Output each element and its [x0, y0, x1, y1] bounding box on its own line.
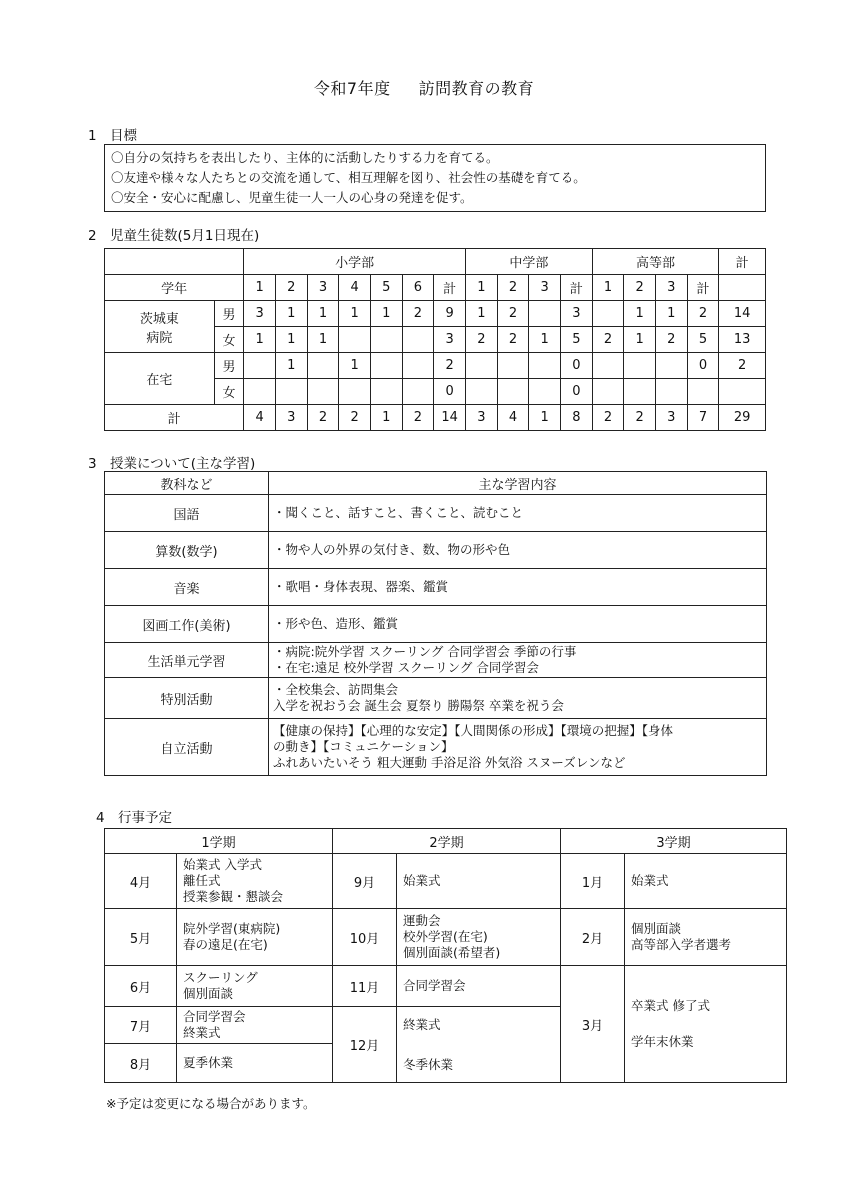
count-cell [624, 353, 656, 379]
table-row [105, 966, 787, 1007]
count-cell [244, 379, 276, 405]
goals-box [104, 144, 766, 212]
events-table [104, 828, 787, 1083]
month-cell: 9月 [333, 854, 397, 909]
total-cell: 7 [687, 405, 719, 431]
term-header: 3学期 [561, 829, 787, 854]
total-cell: 1 [370, 405, 402, 431]
month-cell: 12月 [333, 1007, 397, 1083]
event-cell-line: 卒業式 修了式 [631, 998, 710, 1013]
event-cell-line: 冬季休業 [403, 1056, 454, 1072]
count-cell: 3 [244, 301, 276, 327]
subject-cell: 国語 [105, 495, 269, 532]
content-header: 主な学習内容 [269, 472, 767, 495]
table-row [105, 353, 766, 379]
count-cell: 2 [466, 327, 498, 353]
table-row [105, 719, 767, 776]
grade-header-cell: 5 [370, 275, 402, 301]
grade-header-cell: 2 [497, 275, 529, 301]
count-cell: 0 [561, 379, 593, 405]
count-cell [370, 379, 402, 405]
event-cell [625, 909, 787, 966]
gender-cell: 男 [214, 353, 244, 379]
goal-item: 〇友達や様々な人たちとの交流を通して、相互理解を図り、社会性の基礎を育てる。 [111, 170, 586, 185]
grade-header-cell: 計 [687, 275, 719, 301]
total-cell: 2 [402, 405, 434, 431]
count-cell: 1 [307, 301, 339, 327]
count-cell [370, 353, 402, 379]
page-title [0, 76, 848, 99]
term-header: 1学期 [105, 829, 333, 854]
month-cell: 8月 [105, 1044, 177, 1083]
event-cell-line: 合同学習会 [183, 1009, 246, 1024]
count-cell [497, 379, 529, 405]
content-cell [269, 643, 767, 678]
grade-header-cell: 2 [275, 275, 307, 301]
content-cell [269, 719, 767, 776]
content-cell [269, 569, 767, 606]
content-cell-line: の動き】【コミュニケーション】 [273, 739, 454, 754]
lessons-header-row [105, 472, 767, 495]
gender-cell: 女 [214, 327, 244, 353]
subject-cell: 生活単元学習 [105, 643, 269, 678]
grade-header-cell: 1 [244, 275, 276, 301]
corner-cell [105, 249, 244, 275]
count-cell: 3 [434, 327, 466, 353]
count-cell: 0 [561, 353, 593, 379]
count-cell: 1 [339, 353, 371, 379]
total-cell: 1 [529, 405, 561, 431]
title-main: 訪問教育の教育 [418, 79, 535, 98]
count-cell [687, 379, 719, 405]
event-cell-line: 離任式 [183, 873, 221, 888]
count-cell: 1 [275, 327, 307, 353]
grade-header-cell: 4 [339, 275, 371, 301]
event-cell-line: 個別面談 [631, 921, 682, 936]
event-cell-line: 個別面談(希望者) [403, 945, 501, 960]
count-cell: 5 [561, 327, 593, 353]
goal-item: 〇安全・安心に配慮し、児童生徒一人一人の心身の発達を促す。 [111, 190, 473, 205]
content-cell-line: ・病院:院外学習 スクーリング 合同学習会 季節の行事 [273, 644, 577, 659]
count-cell: 1 [370, 301, 402, 327]
event-cell [397, 966, 561, 1007]
content-cell-line: ・聞くこと、話すこと、書くこと、読むこと [273, 505, 524, 520]
subject-cell: 図画工作(美術) [105, 606, 269, 643]
section-2-heading: 2 児童生徒数(5月1日現在) [88, 228, 260, 244]
subject-cell: 自立活動 [105, 719, 269, 776]
count-cell [339, 327, 371, 353]
count-cell [624, 379, 656, 405]
total-cell: 3 [275, 405, 307, 431]
month-cell: 11月 [333, 966, 397, 1007]
total-header: 計 [719, 249, 766, 275]
month-cell: 2月 [561, 909, 625, 966]
total-label: 計 [105, 405, 244, 431]
event-cell-line: 夏季休業 [183, 1055, 234, 1070]
count-cell [529, 379, 561, 405]
content-cell-line: ふれあいたいそう 粗大運動 手浴足浴 外気浴 スヌーズレンなど [273, 755, 626, 770]
event-cell-line: 終業式 [403, 1016, 441, 1032]
table-row [105, 495, 767, 532]
gender-cell: 男 [214, 301, 244, 327]
count-cell [592, 353, 624, 379]
group1-label [105, 301, 215, 353]
grade-header-cell: 2 [624, 275, 656, 301]
month-cell: 1月 [561, 854, 625, 909]
content-cell-line: ・全校集会、訪問集会 [273, 682, 399, 697]
month-cell: 6月 [105, 966, 177, 1007]
subject-header: 教科など [105, 472, 269, 495]
table-row [105, 532, 767, 569]
count-cell [592, 379, 624, 405]
section-1-heading: 1 目標 [88, 128, 137, 144]
month-cell: 4月 [105, 854, 177, 909]
month-cell: 3月 [561, 966, 625, 1083]
event-cell [625, 966, 787, 1083]
count-cell: 2 [655, 327, 687, 353]
goal-item: 〇自分の気持ちを表出したり、主体的に活動したりする力を育てる。 [111, 150, 499, 165]
count-cell [370, 327, 402, 353]
student-count-body [105, 249, 766, 431]
gender-cell: 女 [214, 379, 244, 405]
junior-header: 中学部 [466, 249, 593, 275]
event-cell-line: 院外学習(東病院) [183, 921, 281, 936]
count-cell [655, 379, 687, 405]
table-row [105, 643, 767, 678]
grade-header-cell: 6 [402, 275, 434, 301]
grade-header-cell: 計 [561, 275, 593, 301]
total-cell: 4 [497, 405, 529, 431]
count-cell: 1 [655, 301, 687, 327]
title-year: 令和7年度 [313, 79, 391, 98]
total-cell: 3 [466, 405, 498, 431]
count-cell [497, 353, 529, 379]
count-cell [466, 379, 498, 405]
total-cell: 2 [339, 405, 371, 431]
count-cell [244, 353, 276, 379]
grade-header-cell [719, 275, 766, 301]
table-row [105, 606, 767, 643]
table-row [105, 678, 767, 719]
count-cell [402, 379, 434, 405]
event-cell [397, 909, 561, 966]
group1-label-line: 病院 [146, 330, 173, 346]
subject-cell: 特別活動 [105, 678, 269, 719]
count-cell: 3 [561, 301, 593, 327]
event-cell [177, 966, 333, 1007]
count-cell: 1 [339, 301, 371, 327]
section-4-heading: 4 行事予定 [96, 810, 172, 826]
event-cell-line: 校外学習(在宅) [403, 929, 488, 944]
table-row [105, 854, 787, 909]
count-cell [402, 353, 434, 379]
term-header: 2学期 [333, 829, 561, 854]
count-cell: 2 [497, 327, 529, 353]
count-cell: 1 [275, 353, 307, 379]
count-cell [592, 301, 624, 327]
total-cell: 2 [592, 405, 624, 431]
count-cell: 1 [466, 301, 498, 327]
month-cell: 7月 [105, 1007, 177, 1044]
event-cell [397, 1007, 561, 1083]
count-cell: 1 [529, 327, 561, 353]
elementary-header: 小学部 [244, 249, 466, 275]
schedule-note: ※予定は変更になる場合があります。 [106, 1096, 316, 1111]
count-cell [275, 379, 307, 405]
content-cell [269, 678, 767, 719]
event-cell-line: 高等部入学者選考 [631, 937, 732, 952]
count-cell: 5 [687, 327, 719, 353]
total-cell: 8 [561, 405, 593, 431]
table-row [105, 909, 787, 966]
content-cell-line: ・形や色、造形、鑑賞 [273, 616, 399, 631]
count-cell [307, 353, 339, 379]
content-cell-line: ・物や人の外界の気付き、数、物の形や色 [273, 542, 511, 557]
term-header-row [105, 829, 787, 854]
event-cell-line: 個別面談 [183, 986, 234, 1001]
count-cell [529, 353, 561, 379]
event-cell [177, 1044, 333, 1083]
lessons-table [104, 471, 767, 776]
event-cell [177, 909, 333, 966]
content-cell [269, 532, 767, 569]
event-cell [177, 854, 333, 909]
count-cell: 1 [624, 327, 656, 353]
total-cell: 2 [624, 405, 656, 431]
event-cell-line: 合同学習会 [403, 978, 466, 993]
event-cell [625, 854, 787, 909]
count-cell: 2 [592, 327, 624, 353]
content-cell-line: 入学を祝おう会 誕生会 夏祭り 勝陽祭 卒業を祝う会 [273, 698, 564, 713]
count-cell: 1 [275, 301, 307, 327]
count-cell [655, 353, 687, 379]
event-cell [397, 854, 561, 909]
count-cell: 2 [497, 301, 529, 327]
total-cell: 14 [434, 405, 466, 431]
event-cell-line: スクーリング [183, 970, 258, 985]
lessons-body [105, 472, 767, 776]
table-row [105, 301, 766, 327]
total-cell: 3 [655, 405, 687, 431]
month-cell: 10月 [333, 909, 397, 966]
event-cell-line: 学年末休業 [631, 1034, 694, 1049]
group1-label-line: 茨城東 [139, 311, 179, 327]
grade-header-row [105, 275, 766, 301]
division-header-row [105, 249, 766, 275]
count-cell [719, 379, 766, 405]
event-cell-line: 始業式 [403, 873, 441, 888]
event-cell [177, 1007, 333, 1044]
content-cell [269, 495, 767, 532]
total-row [105, 405, 766, 431]
total-cell: 4 [244, 405, 276, 431]
count-cell [466, 353, 498, 379]
content-cell-line: ・歌唱・身体表現、器楽、鑑賞 [273, 579, 449, 594]
content-cell [269, 606, 767, 643]
subject-cell: 算数(数学) [105, 532, 269, 569]
count-cell: 9 [434, 301, 466, 327]
content-cell-line: ・在宅:遠足 校外学習 スクーリング 合同学習会 [273, 660, 539, 675]
senior-header: 高等部 [592, 249, 719, 275]
month-cell: 5月 [105, 909, 177, 966]
count-cell: 2 [434, 353, 466, 379]
count-cell [339, 379, 371, 405]
student-count-table [104, 248, 766, 431]
content-cell-line: 【健康の保持】【心理的な安定】【人間関係の形成】【環境の把握】【身体 [273, 723, 674, 738]
count-cell: 0 [434, 379, 466, 405]
event-cell-line: 授業参観・懇談会 [183, 889, 284, 904]
count-cell: 1 [624, 301, 656, 327]
total-cell: 29 [719, 405, 766, 431]
group2-label: 在宅 [105, 353, 215, 405]
count-cell [529, 301, 561, 327]
count-cell: 13 [719, 327, 766, 353]
event-cell-line: 始業式 入学式 [183, 857, 262, 872]
count-cell: 1 [244, 327, 276, 353]
count-cell [307, 379, 339, 405]
count-cell: 0 [687, 353, 719, 379]
grade-header-cell: 計 [434, 275, 466, 301]
grade-header-cell: 3 [655, 275, 687, 301]
event-cell-line: 終業式 [183, 1025, 221, 1040]
grade-header-cell: 1 [466, 275, 498, 301]
event-cell-line: 運動会 [403, 913, 441, 928]
count-cell: 2 [719, 353, 766, 379]
grade-header-cell: 1 [592, 275, 624, 301]
count-cell: 14 [719, 301, 766, 327]
grade-label: 学年 [105, 275, 244, 301]
count-cell: 2 [687, 301, 719, 327]
total-cell: 2 [307, 405, 339, 431]
events-body [105, 829, 787, 1083]
grade-header-cell: 3 [529, 275, 561, 301]
subject-cell: 音楽 [105, 569, 269, 606]
count-cell: 1 [307, 327, 339, 353]
event-cell-line: 始業式 [631, 873, 669, 888]
grade-header-cell: 3 [307, 275, 339, 301]
event-cell-line: 春の遠足(在宅) [183, 937, 268, 952]
count-cell: 2 [402, 301, 434, 327]
table-row [105, 569, 767, 606]
section-3-heading: 3 授業について(主な学習) [88, 456, 256, 472]
count-cell [402, 327, 434, 353]
